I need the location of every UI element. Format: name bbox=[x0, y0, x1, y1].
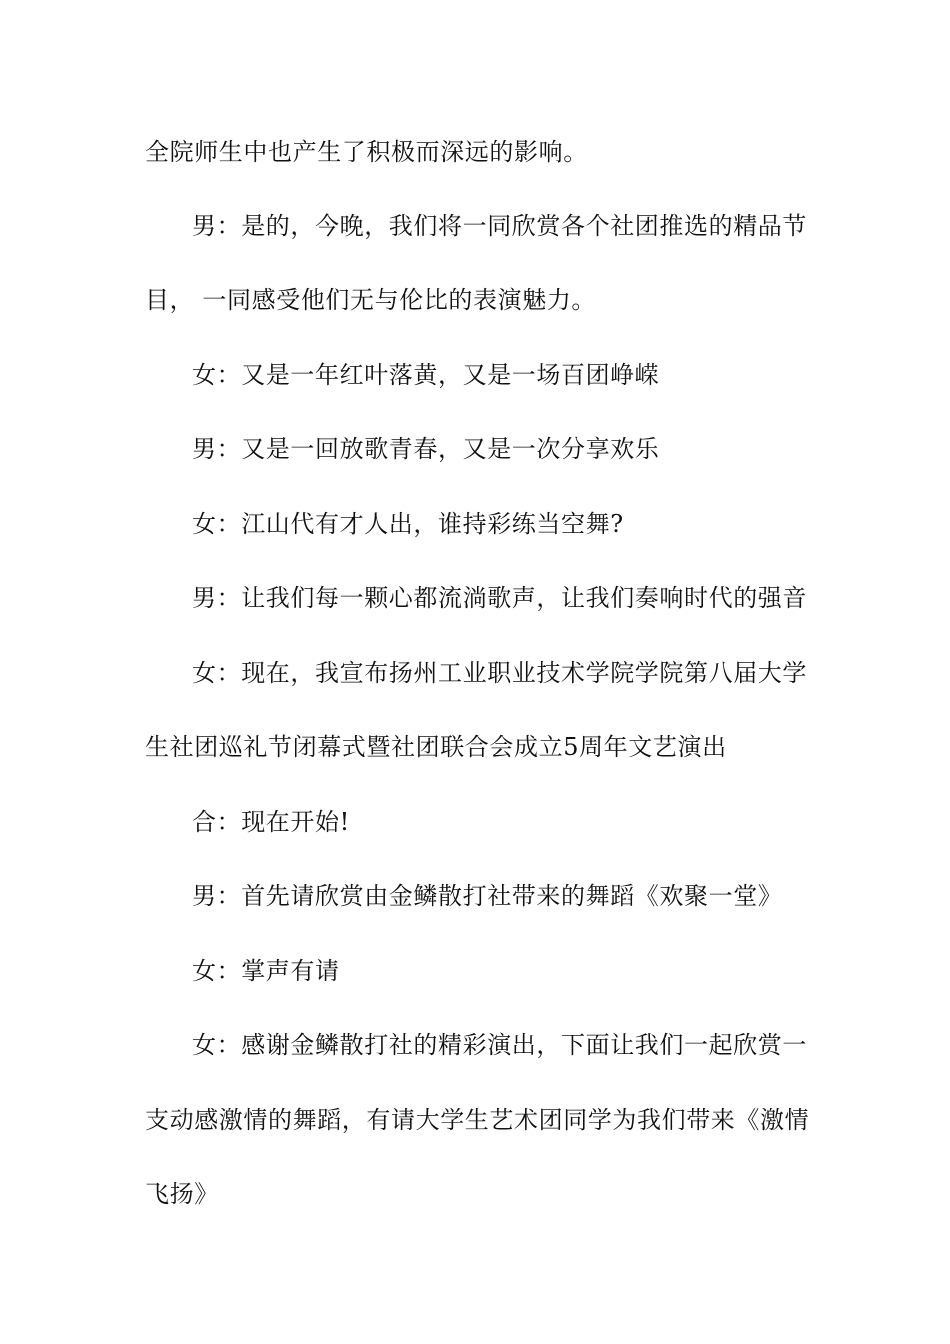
text-line: 男：让我们每一颗心都流淌歌声，让我们奏响时代的强音 bbox=[192, 584, 807, 612]
text-line: 目， 一同感受他们无与伦比的表演魅力。 bbox=[145, 286, 597, 314]
text-line: 男：是的，今晚，我们将一同欣赏各个社团推选的精品节 bbox=[192, 212, 807, 240]
text-line: 生社团巡礼节闭幕式暨社团联合会成立5周年文艺演出 bbox=[145, 733, 727, 761]
text-line: 全院师生中也产生了积极而深远的影响。 bbox=[145, 138, 588, 166]
text-line: 飞扬》 bbox=[145, 1180, 219, 1208]
text-line: 男：首先请欣赏由金鳞散打社带来的舞蹈《欢聚一堂》 bbox=[192, 882, 783, 910]
text-line: 女：感谢金鳞散打社的精彩演出，下面让我们一起欣赏一 bbox=[192, 1031, 807, 1059]
text-line: 女：现在，我宣布扬州工业职业技术学院学院第八届大学 bbox=[192, 659, 807, 687]
text-line: 女：又是一年红叶落黄，又是一场百团峥嵘 bbox=[192, 361, 660, 389]
text-line: 女：江山代有才人出，谁持彩练当空舞? bbox=[192, 510, 624, 538]
text-line: 支动感激情的舞蹈，有请大学生艺术团同学为我们带来《激情 bbox=[145, 1106, 810, 1134]
text-line: 女：掌声有请 bbox=[192, 957, 340, 985]
text-line: 男：又是一回放歌青春，又是一次分享欢乐 bbox=[192, 435, 660, 463]
text-line: 合：现在开始! bbox=[192, 808, 350, 836]
